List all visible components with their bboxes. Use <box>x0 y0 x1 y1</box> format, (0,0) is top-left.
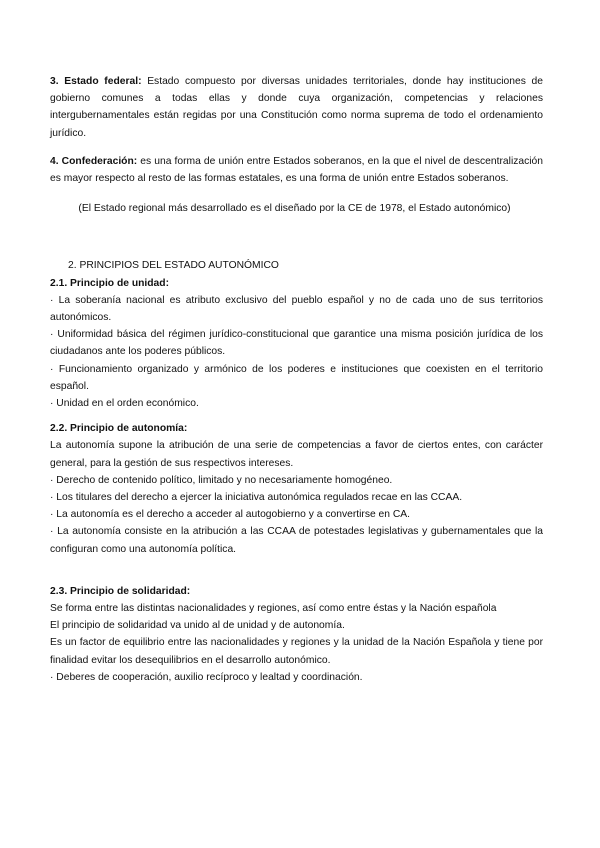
federal-paragraph <box>50 73 543 142</box>
unidad-heading: 2.1. Principio de unidad: <box>50 277 170 289</box>
autonomia-item: · Los titulares del derecho a ejercer la iniciativa autonómica regulados recae en las CCAA. <box>50 492 463 504</box>
confederacion-text: es una forma de unión entre Estados soberanos, en la que el nivel de descentralización es mayor respecto al resto de las formas estatales, es una forma de unión entre Estados soberanos. <box>50 155 543 185</box>
regional-note: (El Estado regional más desarrollado es el diseñado por la CE de 1978, el Estado autonómico) <box>78 203 511 215</box>
autonomia-intro: La autonomía supone la atribución de una serie de competencias a favor de ciertos entes, con carácter general, para la gestión de sus respectivos intereses. <box>50 440 543 469</box>
autonomia-heading: 2.2. Principio de autonomía: <box>50 423 188 435</box>
unidad-item: · Unidad en el orden económico. <box>50 398 199 410</box>
unidad-item: · Uniformidad básica del régimen jurídico-constitucional que garantice una misma posición jurídica de los ciudadanos ante los poderes públicos. <box>50 329 543 358</box>
document-page <box>50 73 543 686</box>
solidaridad-heading: 2.3. Principio de solidaridad: <box>50 585 191 597</box>
autonomia-item: · La autonomía consiste en la atribución a las CCAA de potestades legislativas y gubernamentales que la configuran como una autonomía política. <box>50 526 543 555</box>
autonomia-item: · La autonomía es el derecho a acceder al autogobierno y a convertirse en CA. <box>50 509 411 521</box>
solidaridad-line: · Deberes de cooperación, auxilio recíproco y lealtad y coordinación. <box>50 671 363 683</box>
autonomia-item: · Derecho de contenido político, limitado y no necesariamente homogéneo. <box>50 474 393 486</box>
confederacion-paragraph <box>50 153 543 187</box>
unidad-item: · La soberanía nacional es atributo exclusivo del pueblo español y no de cada uno de sus territorios autonómicos. <box>50 294 543 324</box>
solidaridad-line: Se forma entre las distintas nacionalidades y regiones, así como entre éstas y la Nación española <box>50 603 497 615</box>
solidaridad-line: Es un factor de equilibrio entre las nacionalidades y regiones y la unidad de la Nación Española y tiene por finalidad evitar los desequilibrios en el desarrollo autonómico. <box>50 637 543 666</box>
federal-label: 3. Estado federal: <box>50 76 142 87</box>
confederacion-label: 4. Confederación: <box>50 155 138 167</box>
unidad-item: · Funcionamiento organizado y armónico de los poderes e instituciones que coexisten en el territorio español. <box>50 363 543 392</box>
federal-text: Estado compuesto por diversas unidades territoriales, donde hay instituciones de gobierno comunes a todas ellas y donde cuya organización, competencias y relaciones intergubernamentales están regidas por una Constitución como norma suprema de todo el ordenamiento jurídico. <box>50 76 543 139</box>
solidaridad-line: El principio de solidaridad va unido al de unidad y de autonomía. <box>50 620 345 632</box>
section-title: 2. PRINCIPIOS DEL ESTADO AUTONÓMICO <box>68 260 279 272</box>
